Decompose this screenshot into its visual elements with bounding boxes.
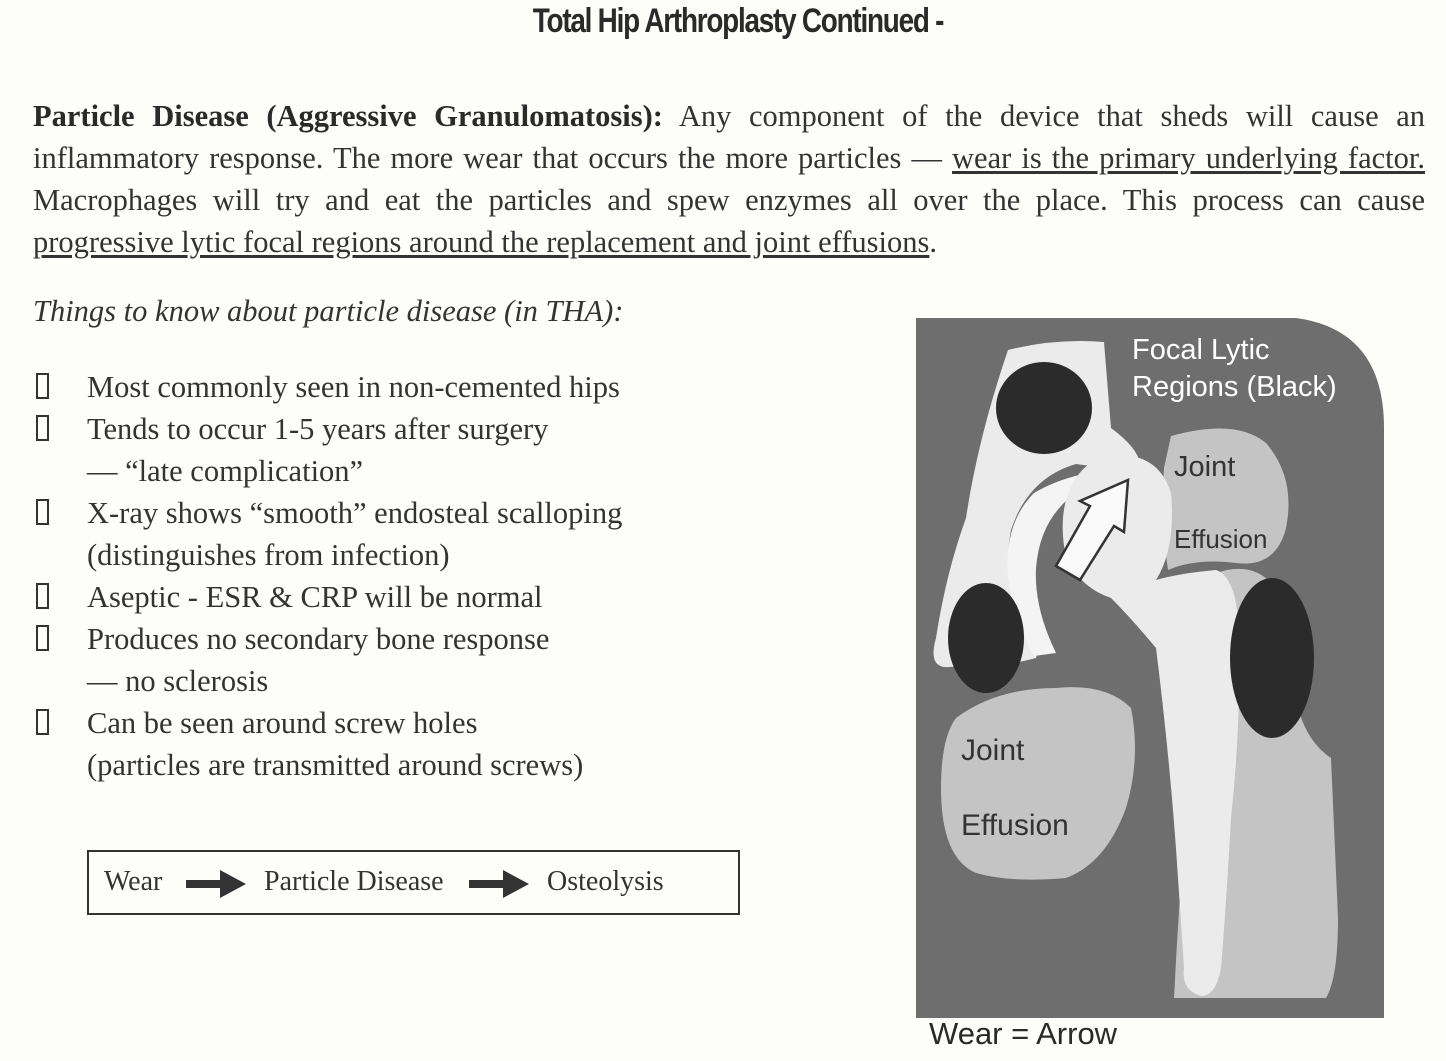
intro-paragraph [33,95,1425,263]
list-item: Can be seen around screw holes (particles are transmitted around screws) [33,702,622,786]
intro-text-2: Macrophages will try and eat the particles and spew enzymes all over the place. This process can cause [33,183,1425,217]
checkbox-icon [36,709,49,735]
lytic-lesion [948,583,1024,693]
flow-step-wear: Wear [104,866,163,897]
checkbox-icon [36,415,49,441]
label-joint-left: Joint [961,734,1025,767]
flow-step-particle-disease: Particle Disease [264,866,444,897]
flow-step-osteolysis: Osteolysis [547,866,664,897]
checkbox-icon [36,373,49,399]
arrow-right-icon [469,869,531,899]
arrow-right-icon [186,869,248,899]
label-joint-right: Joint [1174,451,1236,483]
intro-text-3: . [929,225,937,259]
label-effusion-right: Effusion [1174,524,1268,554]
label-effusion-left: Effusion [961,809,1069,842]
checkbox-icon [36,583,49,609]
label-focal-lytic: Focal Lytic [1132,334,1270,366]
intro-text-1: Any component of the device that sheds will cause an inflammatory response. The more wear that occurs the more particles — [33,99,1425,175]
intro-underline-2: progressive lytic focal regions around the replacement and joint effusions [33,225,930,259]
list-item: Most commonly seen in non-cemented hips [33,366,622,408]
label-regions-black: Regions (Black) [1132,371,1337,403]
intro-heading: Particle Disease (Aggressive Granulomatosis): [33,99,663,133]
bullet-list [33,366,622,786]
checkbox-icon [36,625,49,651]
flow-box [87,850,740,915]
list-item: Aseptic - ESR & CRP will be normal [33,576,622,618]
diagram-caption: Wear = Arrow [929,1016,1118,1051]
subheading: Things to know about particle disease (in THA): [33,294,624,328]
lytic-lesion [996,362,1092,454]
checkbox-icon [36,499,49,525]
hip-diagram [916,318,1386,1020]
list-item: Produces no secondary bone response — no sclerosis [33,618,622,702]
lytic-lesion [1230,578,1314,738]
page-title: Total Hip Arthroplasty Continued - [532,2,944,40]
list-item: X-ray shows “smooth” endosteal scalloping (distinguishes from infection) [33,492,622,576]
intro-underline-1: wear is the primary underlying factor. [952,141,1425,175]
list-item: Tends to occur 1-5 years after surgery — “late complication” [33,408,622,492]
